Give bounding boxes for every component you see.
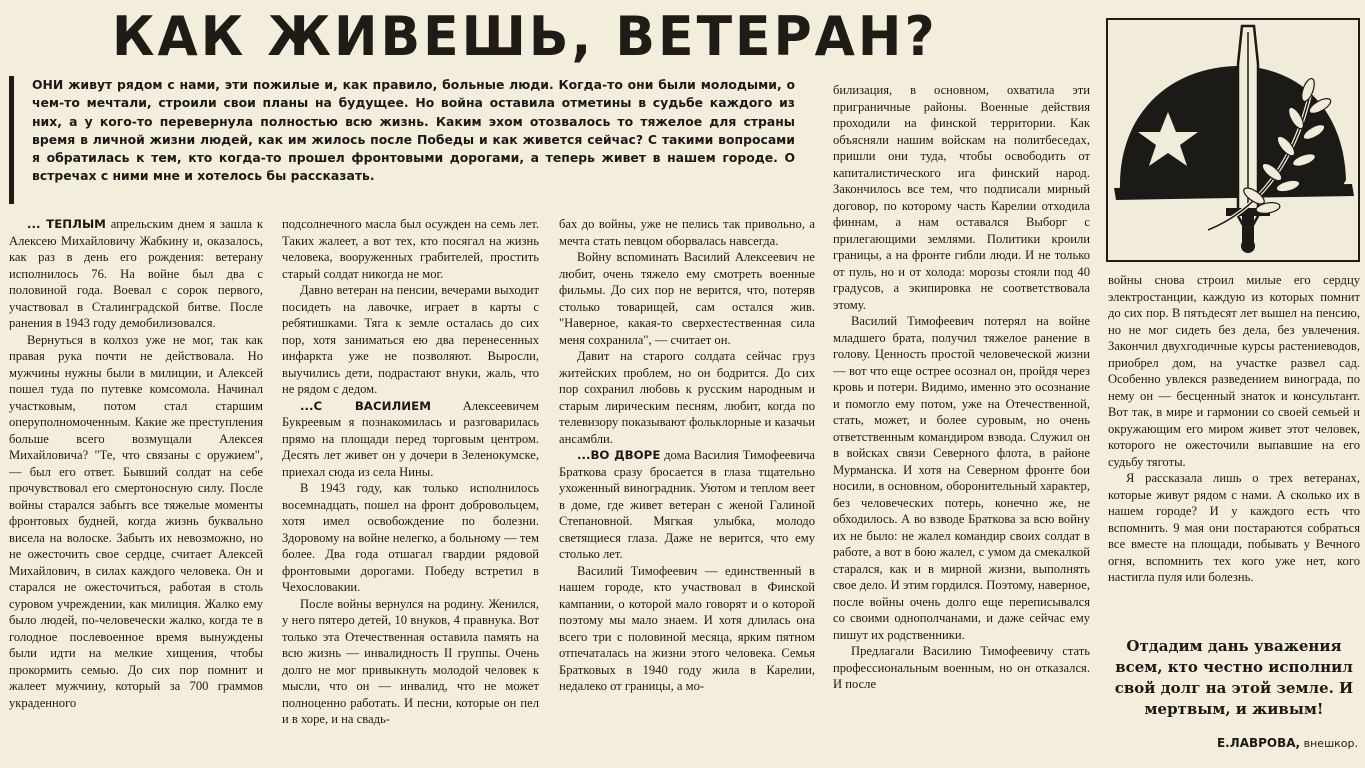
article-lead: ОНИ живут рядом с нами, эти пожилые и, как правило, больные люди. Когда-то они были молодыми, о чем-то мечтали, строили свои планы на будущее. Но война оставила отметины в судьбе каждого из них, а у кого-то перевернула полностью всю жизнь. Каким эхом отозвалось то тяжелое для страны время в личной жизни людей, как им жилось после Победы и как живется сейчас? С такими вопросами я обратилась к тем, кто когда-то прошел фронтовыми дорогами, а теперь живет в нашем городе. О встречах с ними мне и хотелось бы рассказать. [9, 76, 795, 204]
paragraph: Давит на старого солдата сейчас груз житейских проблем, но он бодрится. До сих пор сохранил любовь к русским народным и старым лирическим песням, любит, когда по телевизору показывают фольклорные и казачьи ансамбли. [559, 349, 815, 446]
paragraph: Вернуться в колхоз уже не мог, так как правая рука почти не действовала. Но мужчины нужны были в милиции, и Алексей пошел туда по путевке комсомола. Начинал участковым, потом стал старшим оперуполномоченным. Какие же преступления больше всего возмущали Алексея Михайловича? "Те, что связаны с оружием", — был его ответ. Бывший солдат на себе прочувствовал его смертоносную силу. После войны старался забыть все тяжелые моменты фронтовых будней, когда жизнь буквально висела на волоске. Забыть их невозможно, но не ожесточить свое сердце, считает Алексей Михайлович, в силах каждого человека. Он и старался не ожесточиться, работая в столь суровом учреждении, как милиция. Жалко ему было людей, по-человечески жалко, когда те в голодное послевоенное время вынуждены были идти на мелкие хищения, чтобы прокормить семью. До сих пор помнит и жалеет мужчину, который за 700 граммов украденного [9, 332, 263, 710]
paragraph: билизация, в основном, охватила эти приграничные районы. Военные действия проходили на финской территории. Как объясняли нашим войскам на политбеседах, пришли они туда, чтобы освободить от капиталистического ига финский народ. Закончилось все тем, что подписали мирный договор, по которому часть Карелии отходила финнам, а нам оставался Выборг с прилегающими землями. Политики кроили границы, а на фронте гибли люди. И не только от пуль, но и от холода: морозы стояли под 40 градусов, а экипировка не соответствовала этому. [833, 83, 1090, 312]
text-column-4 [833, 82, 1090, 764]
paragraph: После войны вернулся на родину. Женился, у него пятеро детей, 10 внуков, 4 правнука. Вот только эта Отечественная оставила память на всю жизнь — инвалидность II группы. Очень долго не мог привыкнуть молодой человек к мысли, что он — инвалид, что не может полноценно работать. И песни, которые он пел и в хоре, и на свадь- [282, 596, 539, 726]
paragraph: бах до войны, уже не пелись так привольно, а мечта стать певцом оборвалась навсегда. [559, 217, 815, 248]
section-runin: ... ТЕПЛЫМ [27, 217, 106, 231]
paragraph: дома Василия Тимофеевича Браткова сразу бросается в глаза тщательно ухоженный виноградник. Уютом и теплом веет в доме, где живет ветеран с женой Галиной Степановной. Мягкая улыбка, молодо светящиеся глаза. Даже не верится, что ему столько лет. [559, 448, 815, 561]
helmet-sword-laurel-icon [1108, 20, 1358, 260]
illustration-frame [1106, 18, 1360, 262]
paragraph: В 1943 году, как только исполнилось восемнадцать, пошел на фронт добровольцем, хотя имел освобождение по болезни. Здоровому на войне нелегко, а больному — тем более. Два года отшагал гвардии рядовой фронтовыми дорогами. Победу встретил в Чехословакии. [282, 481, 539, 594]
section-runin: ...ВО ДВОРЕ [577, 448, 661, 462]
text-column-1 [9, 216, 263, 764]
text-column-3 [559, 216, 815, 764]
text-column-5 [1108, 272, 1360, 626]
closing-statement: Отдадим дань уважения всем, кто честно исполнил свой долг на этой земле. И мертвым, и живым! [1114, 637, 1354, 718]
paragraph: подсолнечного масла был осужден на семь лет. Таких жалеет, а вот тех, кто посягал на жизнь человека, вооруженных грабителей, простить старый солдат никогда не мог. [282, 217, 539, 281]
paragraph: Давно ветеран на пенсии, вечерами выходит посидеть на лавочке, играет в карты с ребятишками. Тяга к земле осталась до сих пор, хотя заниматься ею два перенесенных инфаркта уже не позволяют. Выросли, выучились дети, подрастают внуки, жаль, что не рядом с дедом. [282, 283, 539, 396]
paragraph: Я рассказала лишь о трех ветеранах, которые живут рядом с нами. А сколько их в нашем городе? И у каждого есть что вспомнить. 9 мая они постараются собраться все вместе на площади, побывать у Вечного огня, вспомнить тех кого уже нет, кого настигла пуля или болезнь. [1108, 471, 1360, 584]
paragraph: Василий Тимофеевич — единственный в нашем городе, кто участвовал в Финской кампании, о которой мало говорят и о которой поэтому мы мало знаем. И хотя длилась она всего три с половиной месяца, ярким пятном отпечаталась на жизни этого человека. Семья Братковых в 1940 году жила в Карелии, недалеко от границы, а мо- [559, 563, 815, 693]
text-column-2 [282, 216, 539, 764]
paragraph: войны снова строил милые его сердцу электростанции, каждую из которых помнит до сих пор. В пятьдесят лет вышел на пенсию, но не мог сидеть без дела, без увлечения. Закончил двухгодичные курсы растениеводов, приобрел дом, на участке развел сад. Особенно увлекся разведением винограда, по нему он — бесценный знаток и консультант. Вот так, в мире и гармонии со своей семьей и окружающим его миром живет этот человек, которого не ожесточили выпавшие на его судьбу тяготы. [1108, 273, 1360, 469]
paragraph: апрельским днем я зашла к Алексею Михайловичу Жабкину и, оказалось, как раз в день его рождения: ветерану исполнилось 76. На войне был два с половиной года. Воевал с сорок первого, участвовал в Сталинградской битве. После ранения в 1943 году демобилизовался. [9, 217, 263, 330]
paragraph: Алексеевичем Букреевым я познакомилась и разговарилась прямо на площади перед торговым центром. Десять лет живет он у дочери в Зеленокумске, приехал сюда из села Нины. [282, 398, 539, 479]
paragraph: Предлагали Василию Тимофеевичу стать профессиональным военным, но он отказался. И после [833, 644, 1090, 691]
section-runin: ...С ВАСИЛИЕМ [300, 398, 431, 413]
paragraph: Василий Тимофеевич потерял на войне младшего брата, получил тяжелое ранение в голову. Ценность простой человеческой жизни — вот что еще острее осознал он, пройдя через кровь и потери. Видимо, именно это осознание и помогло ему потом, уже на Отечественной, стать, может, и более суровым, но очень ответственным командиром взвода. Служил он в войсках связи Северного флота, в районе Мурманска. И хотя на Северном фронте бои носили, в основном, оборонительный характер, без человеческих потерь, конечно же, не обходилось. А во взводе Браткова за всю войну их не было: не жалел командир своих солдат в работе, а вот в бою жалел, с умом да смекалкой старался, как и в мирной жизни, выполнять свое дело. И этим гордился. Поэтому, наверное, после войны очень долго еще переписывался со своими однополчанами, и даже сейчас ему пишут их родственники. [833, 314, 1090, 642]
paragraph: Войну вспоминать Василий Алексеевич не любит, очень тяжело ему смотреть военные фильмы. До сих пор не верится, что, потеряв столько товарищей, сам остался жив. "Наверное, какая-то сверхестественная сила меня сохранила", — считает он. [559, 250, 815, 347]
author-byline [1150, 736, 1358, 756]
author-role: внешкор. [1303, 737, 1358, 750]
article-headline: КАК ЖИВЕШЬ, ВЕТЕРАН? [112, 5, 938, 69]
author-name: Е.ЛАВРОВА, [1216, 736, 1301, 750]
